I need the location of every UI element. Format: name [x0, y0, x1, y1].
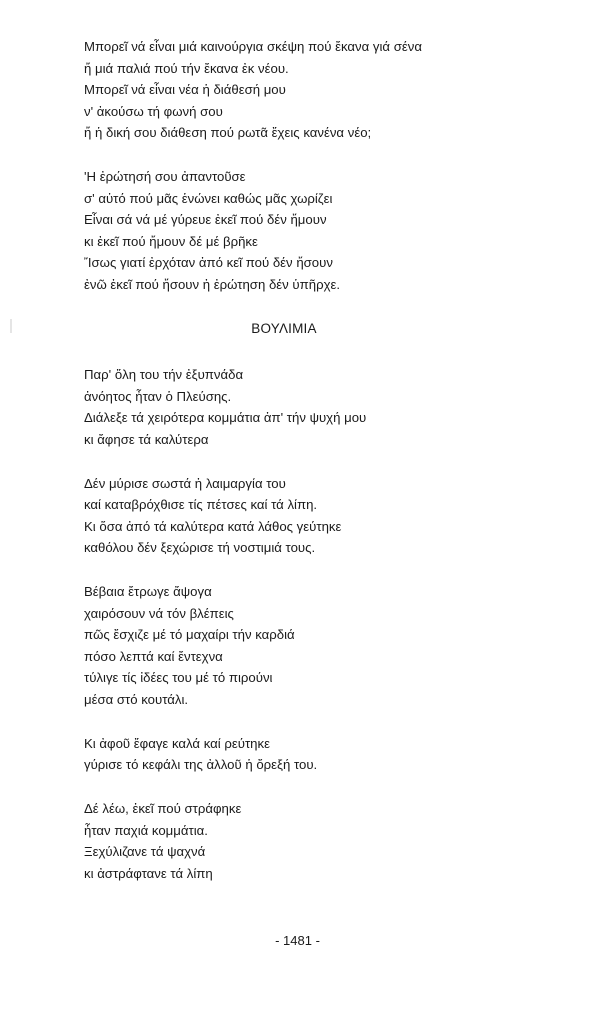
stanza-5 [84, 581, 554, 710]
verse-line: ἦταν παχιά κομμάτια. [84, 822, 208, 838]
verse-line: ν' ἀκούσω τή φωνή σου [84, 103, 223, 119]
verse-line: καθόλου δέν ξεχώρισε τή νοστιμιά τους. [84, 540, 316, 555]
stanza-2 [84, 166, 554, 295]
verse-line: 'Η ἐρώτησή σου ἀπαντοῦσε [84, 169, 246, 184]
verse-line: τύλιγε τίς ἰδέες του μέ τό πιρούνι [84, 670, 273, 685]
verse-line: χαιρόσουν νά τόν βλέπεις [84, 605, 234, 621]
poem-title: ΒΟΥΛΙΜΙΑ [251, 320, 317, 336]
verse-line: Δέν μύρισε σωστά ἡ λαιμαργία του [84, 475, 286, 491]
verse-line: πῶς ἔσχιζε μέ τό μαχαίρι τήν καρδιά [84, 627, 295, 642]
verse-line: Βέβαια ἔτρωγε ἄψογα [84, 584, 212, 599]
scan-margin-mark [10, 319, 12, 333]
stanza-7 [84, 798, 554, 884]
page-number: - 1481 - [275, 933, 320, 948]
verse-line: Κι ὅσα ἀπό τά καλύτερα κατά λάθος γεύτηκε [84, 518, 342, 534]
verse-line: κι ἄφησε τά καλύτερα [84, 431, 209, 447]
verse-line: Παρ' ὅλη του τήν ἐξυπνάδα [84, 367, 244, 382]
verse-line: κι ἀστράφτανε τά λίπη [84, 865, 213, 881]
verse-line: μέσα στό κουτάλι. [84, 691, 189, 707]
verse-line: πόσο λεπτά καί ἔντεχνα [84, 648, 223, 664]
verse-line: Διάλεξε τά χειρότερα κομμάτια ἀπ' τήν ψυχή μου [84, 410, 367, 425]
verse-line: Ξεχύλιζανε τά ψαχνά [84, 844, 206, 859]
stanza-3 [84, 364, 554, 450]
verse-line: ἀνόητος ἦταν ὁ Πλεύσης. [84, 388, 232, 404]
verse-line: σ' αὐτό πού μᾶς ἑνώνει καθώς μᾶς χωρίζει [84, 190, 333, 206]
verse-line: ἐνῶ ἐκεῖ πού ἤσουν ἡ ἐρώτηση δέν ὑπῆρχε. [84, 276, 341, 292]
verse-line: Μπορεῖ νά εἶναι νέα ἡ διάθεσή μου [84, 82, 286, 97]
verse-line: Εἶναι σά νά μέ γύρευε ἐκεῖ πού δέν ἤμουν [84, 212, 327, 227]
verse-line: Μπορεῖ νά εἶναι μιά καινούργια σκέψη πού ἔκανα γιά σένα [84, 39, 422, 54]
stanza-6 [84, 733, 554, 776]
verse-line: καί καταβρόχθισε τίς πέτσες καί τά λίπη. [84, 497, 318, 512]
verse-line: Κι ἀφοῦ ἔφαγε καλά καί ρεύτηκε [84, 735, 270, 751]
stanza-4 [84, 473, 554, 559]
verse-line: Δέ λέω, ἐκεῖ πού στράφηκε [84, 801, 242, 816]
poem-text-block [84, 36, 554, 907]
verse-line: γύρισε τό κεφάλι της ἀλλοῦ ἡ ὄρεξή του. [84, 757, 318, 772]
verse-line: ἤ ἡ δική σου διάθεση πού ρωτᾶ ἔχεις κανένα νέο; [84, 125, 372, 140]
verse-line: ἤ μιά παλιά πού τήν ἔκανα ἐκ νέου. [84, 60, 289, 76]
stanza-1 [84, 36, 554, 144]
verse-line: Ἴσως γιατί ἐρχόταν ἀπό κεῖ πού δέν ἤσουν [84, 255, 333, 270]
verse-line: κι ἐκεῖ πού ἤμουν δέ μέ βρῆκε [84, 233, 258, 249]
